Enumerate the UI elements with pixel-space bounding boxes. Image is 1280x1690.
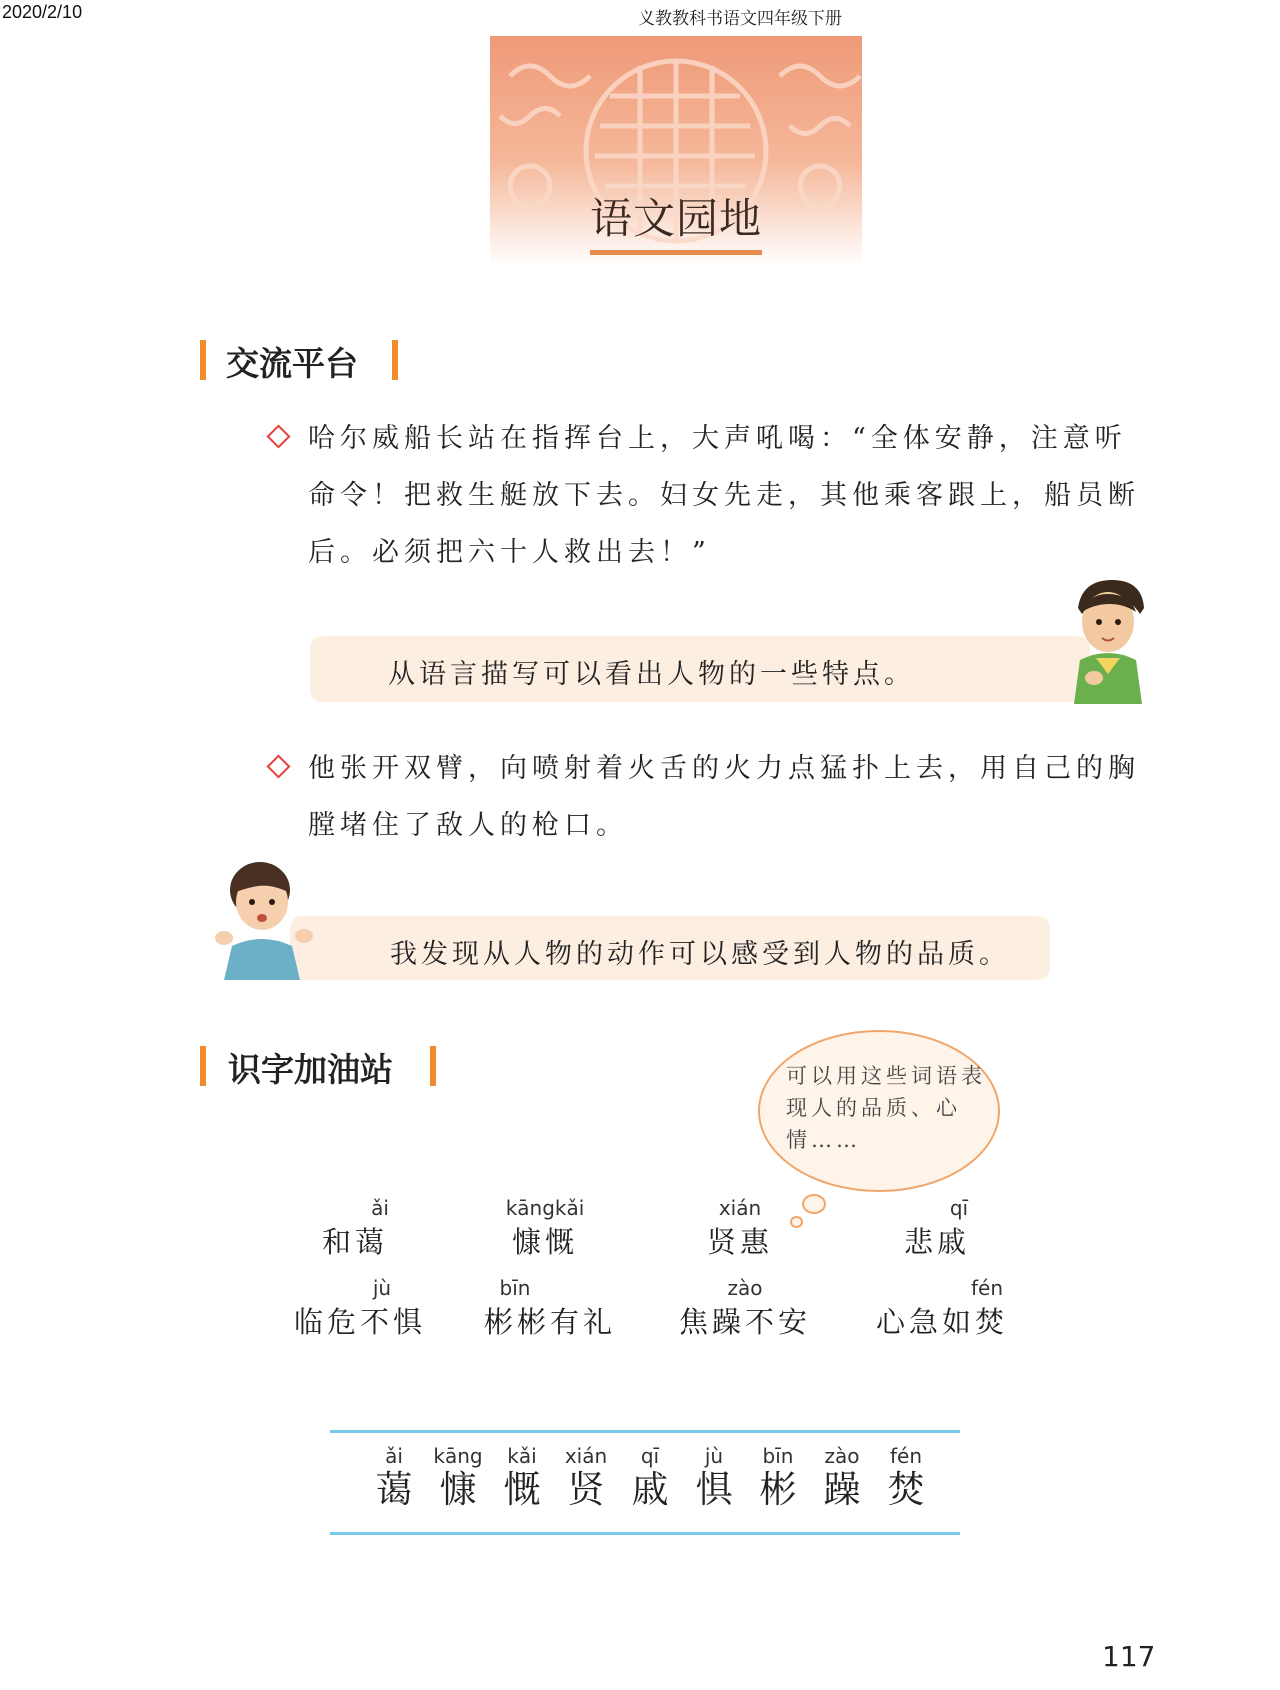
word-item xyxy=(480,1196,610,1261)
char-pinyin: xián xyxy=(564,1444,608,1468)
girl-illustration xyxy=(212,854,322,980)
char-glyph: 躁 xyxy=(823,1468,861,1511)
word-text: 和蔼 xyxy=(321,1225,388,1259)
word-item xyxy=(675,1196,805,1261)
word-grid xyxy=(290,1196,1030,1346)
char-glyph: 惧 xyxy=(695,1468,733,1511)
char-item xyxy=(362,1444,426,1512)
quote-paragraph-1: 哈尔威船长站在指挥台上，大声吼喝：“全体安静，注意听命令！把救生艇放下去。妇女先走，其他乘客跟上，船员断后。必须把六十人救出去！” xyxy=(308,423,1140,568)
comment-text-2: 我发现从人物的动作可以感受到人物的品质。 xyxy=(390,939,1010,970)
word-item xyxy=(290,1196,420,1261)
section-title-literacy: 识字加油站 xyxy=(228,1050,393,1089)
word-item xyxy=(872,1276,1012,1341)
section-bar-right xyxy=(392,340,398,380)
word-text: 心急如焚 xyxy=(875,1305,1008,1339)
char-pinyin: kǎi xyxy=(507,1444,537,1468)
char-item xyxy=(554,1444,618,1512)
word-item xyxy=(290,1276,430,1341)
char-item xyxy=(874,1444,938,1512)
word-pinyin: zào xyxy=(727,1276,763,1300)
char-glyph: 慷 xyxy=(439,1468,477,1511)
word-pinyin: kāngkǎi xyxy=(505,1196,585,1220)
strip-top-line xyxy=(330,1430,960,1433)
char-item xyxy=(426,1444,490,1512)
page-number: 117 xyxy=(1102,1640,1156,1673)
word-item xyxy=(480,1276,620,1341)
word-pinyin: ǎi xyxy=(371,1196,389,1220)
char-item xyxy=(490,1444,554,1512)
quote-paragraph-2: 他张开双臂，向喷射着火舌的火力点猛扑上去，用自己的胸膛堵住了敌人的枪口。 xyxy=(308,753,1140,841)
char-glyph: 焚 xyxy=(887,1468,925,1511)
char-item xyxy=(810,1444,874,1512)
char-pinyin: ǎi xyxy=(385,1444,403,1468)
word-text: 慷慨 xyxy=(511,1225,578,1259)
banner-underline xyxy=(590,250,762,255)
word-text: 临危不惧 xyxy=(293,1305,426,1339)
word-text: 彬彬有礼 xyxy=(483,1305,616,1339)
diamond-bullet-icon xyxy=(266,424,290,448)
char-item xyxy=(618,1444,682,1512)
char-pinyin: kāng xyxy=(433,1444,483,1468)
char-pinyin: qī xyxy=(640,1444,660,1468)
word-item xyxy=(872,1196,1002,1261)
word-pinyin: qī xyxy=(949,1196,969,1220)
char-glyph: 彬 xyxy=(759,1468,797,1511)
comment-text-1: 从语言描写可以看出人物的一些特点。 xyxy=(388,659,915,690)
section-bar-left xyxy=(200,1046,206,1086)
char-pinyin: zào xyxy=(824,1444,860,1468)
section-title-exchange: 交流平台 xyxy=(226,344,358,383)
section-bar-left xyxy=(200,340,206,380)
char-pinyin: bīn xyxy=(762,1444,794,1468)
char-pinyin: fén xyxy=(889,1444,923,1468)
character-strip xyxy=(362,1444,952,1524)
word-text: 焦躁不安 xyxy=(678,1305,811,1339)
word-pinyin: fén xyxy=(970,1276,1004,1300)
char-glyph: 蔼 xyxy=(375,1468,413,1511)
word-text: 贤惠 xyxy=(706,1225,773,1259)
word-pinyin: xián xyxy=(718,1196,762,1220)
char-glyph: 慨 xyxy=(503,1468,541,1511)
thought-text: 可以用这些词语表现人的品质、心情…… xyxy=(786,1064,986,1152)
word-text: 悲戚 xyxy=(903,1225,970,1259)
diamond-bullet-icon xyxy=(266,754,290,778)
boy-illustration xyxy=(1066,578,1148,704)
word-pinyin: bīn xyxy=(499,1276,531,1300)
print-date: 2020/2/10 xyxy=(2,2,83,22)
char-glyph: 戚 xyxy=(631,1468,669,1511)
char-item xyxy=(682,1444,746,1512)
char-glyph: 贤 xyxy=(567,1468,605,1511)
strip-bottom-line xyxy=(330,1532,960,1535)
document-title: 义教教科书语文四年级下册 xyxy=(638,9,842,29)
char-pinyin: jù xyxy=(704,1444,724,1468)
word-pinyin: jù xyxy=(372,1276,392,1300)
char-item xyxy=(746,1444,810,1512)
section-bar-right xyxy=(430,1046,436,1086)
banner-title: 语文园地 xyxy=(589,194,762,243)
word-item xyxy=(675,1276,815,1341)
